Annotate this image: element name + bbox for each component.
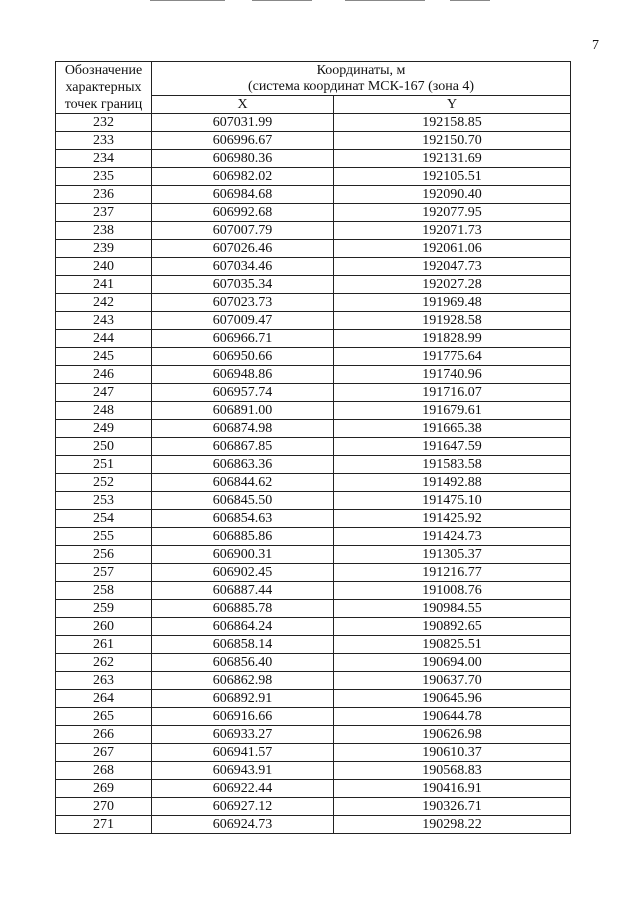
x-coordinate-cell: 606933.27 [152, 726, 334, 744]
point-cell: 262 [56, 654, 152, 672]
point-cell: 255 [56, 528, 152, 546]
y-coordinate-cell: 192150.70 [334, 132, 571, 150]
y-coordinate-cell: 191679.61 [334, 402, 571, 420]
point-cell: 261 [56, 636, 152, 654]
table-row [56, 258, 571, 276]
y-coordinate-cell: 190825.51 [334, 636, 571, 654]
y-coordinate-cell: 192158.85 [334, 114, 571, 132]
y-coordinate-cell: 192027.28 [334, 276, 571, 294]
table-row [56, 546, 571, 564]
point-cell: 250 [56, 438, 152, 456]
x-coordinate-cell: 606996.67 [152, 132, 334, 150]
x-coordinate-cell: 606902.45 [152, 564, 334, 582]
x-coordinate-cell: 606858.14 [152, 636, 334, 654]
y-coordinate-cell: 191008.76 [334, 582, 571, 600]
x-coordinate-cell: 606885.86 [152, 528, 334, 546]
x-coordinate-cell: 606984.68 [152, 186, 334, 204]
table-row [56, 402, 571, 420]
table-row [56, 654, 571, 672]
point-cell: 256 [56, 546, 152, 564]
y-coordinate-cell: 192090.40 [334, 186, 571, 204]
table-row [56, 636, 571, 654]
table-row [56, 582, 571, 600]
table-row [56, 222, 571, 240]
y-column-header: Y [334, 96, 571, 114]
y-coordinate-cell: 190644.78 [334, 708, 571, 726]
x-coordinate-cell: 606862.98 [152, 672, 334, 690]
table-row [56, 690, 571, 708]
top-rule-left [150, 0, 225, 1]
table-row [56, 330, 571, 348]
table-row [56, 816, 571, 834]
x-coordinate-cell: 606922.44 [152, 780, 334, 798]
x-coordinate-cell: 606950.66 [152, 348, 334, 366]
point-cell: 237 [56, 204, 152, 222]
table-row [56, 564, 571, 582]
y-coordinate-cell: 192077.95 [334, 204, 571, 222]
x-coordinate-cell: 606980.36 [152, 150, 334, 168]
point-cell: 240 [56, 258, 152, 276]
coordinates-table [55, 61, 571, 834]
x-coordinate-cell: 607034.46 [152, 258, 334, 276]
table-row [56, 510, 571, 528]
x-coordinate-cell: 607026.46 [152, 240, 334, 258]
x-coordinate-cell: 606916.66 [152, 708, 334, 726]
point-header-line-3: точек границ [64, 97, 143, 112]
point-cell: 249 [56, 420, 152, 438]
x-coordinate-cell: 606943.91 [152, 762, 334, 780]
x-coordinate-cell: 606892.91 [152, 690, 334, 708]
table-row [56, 492, 571, 510]
point-cell: 241 [56, 276, 152, 294]
point-cell: 236 [56, 186, 152, 204]
point-header-line-2: характерных [65, 80, 142, 95]
x-coordinate-cell: 606900.31 [152, 546, 334, 564]
table-row [56, 762, 571, 780]
point-cell: 245 [56, 348, 152, 366]
point-cell: 257 [56, 564, 152, 582]
x-coordinate-cell: 606867.85 [152, 438, 334, 456]
point-column-header [56, 62, 152, 114]
point-cell: 270 [56, 798, 152, 816]
x-coordinate-cell: 606874.98 [152, 420, 334, 438]
table-header [56, 62, 571, 114]
y-coordinate-cell: 190326.71 [334, 798, 571, 816]
point-header-line-1: Обозначение [64, 63, 143, 78]
table-row [56, 600, 571, 618]
top-rule-far-right [450, 0, 490, 1]
x-coordinate-cell: 607009.47 [152, 312, 334, 330]
y-coordinate-cell: 191828.99 [334, 330, 571, 348]
point-cell: 246 [56, 366, 152, 384]
table-row [56, 114, 571, 132]
y-coordinate-cell: 192131.69 [334, 150, 571, 168]
point-cell: 248 [56, 402, 152, 420]
point-cell: 269 [56, 780, 152, 798]
x-coordinate-cell: 606957.74 [152, 384, 334, 402]
table-row [56, 672, 571, 690]
table-row [56, 708, 571, 726]
table-row [56, 618, 571, 636]
table-row [56, 474, 571, 492]
x-coordinate-cell: 607023.73 [152, 294, 334, 312]
y-coordinate-cell: 190298.22 [334, 816, 571, 834]
coordinates-title: Координаты, м [316, 62, 406, 78]
table-row [56, 420, 571, 438]
y-coordinate-cell: 190568.83 [334, 762, 571, 780]
point-cell: 233 [56, 132, 152, 150]
y-coordinate-cell: 191583.58 [334, 456, 571, 474]
x-coordinate-cell: 606854.63 [152, 510, 334, 528]
y-coordinate-cell: 191425.92 [334, 510, 571, 528]
point-cell: 239 [56, 240, 152, 258]
y-coordinate-cell: 191305.37 [334, 546, 571, 564]
x-coordinate-cell: 607031.99 [152, 114, 334, 132]
point-cell: 267 [56, 744, 152, 762]
y-coordinate-cell: 190626.98 [334, 726, 571, 744]
y-coordinate-cell: 191475.10 [334, 492, 571, 510]
table-row [56, 744, 571, 762]
point-cell: 232 [56, 114, 152, 132]
x-coordinate-cell: 606885.78 [152, 600, 334, 618]
y-coordinate-cell: 190416.91 [334, 780, 571, 798]
point-cell: 260 [56, 618, 152, 636]
y-coordinate-cell: 191716.07 [334, 384, 571, 402]
x-coordinate-cell: 606966.71 [152, 330, 334, 348]
y-coordinate-cell: 191424.73 [334, 528, 571, 546]
top-rule-middle [252, 0, 312, 1]
table-row [56, 132, 571, 150]
x-column-header: X [152, 96, 334, 114]
point-cell: 264 [56, 690, 152, 708]
point-cell: 251 [56, 456, 152, 474]
coordinates-header [152, 62, 571, 96]
x-coordinate-cell: 606924.73 [152, 816, 334, 834]
table-row [56, 204, 571, 222]
point-cell: 244 [56, 330, 152, 348]
table-row [56, 384, 571, 402]
point-cell: 238 [56, 222, 152, 240]
x-coordinate-cell: 606948.86 [152, 366, 334, 384]
point-cell: 252 [56, 474, 152, 492]
table-row [56, 294, 571, 312]
point-cell: 259 [56, 600, 152, 618]
point-cell: 243 [56, 312, 152, 330]
point-cell: 263 [56, 672, 152, 690]
y-coordinate-cell: 191647.59 [334, 438, 571, 456]
point-cell: 268 [56, 762, 152, 780]
coordinates-system: (система координат МСК-167 (зона 4) [247, 78, 475, 94]
point-cell: 253 [56, 492, 152, 510]
point-cell: 234 [56, 150, 152, 168]
y-coordinate-cell: 192105.51 [334, 168, 571, 186]
top-rule-right [345, 0, 425, 1]
y-coordinate-cell: 191216.77 [334, 564, 571, 582]
table-row [56, 186, 571, 204]
point-cell: 235 [56, 168, 152, 186]
table-row [56, 276, 571, 294]
y-coordinate-cell: 191928.58 [334, 312, 571, 330]
y-coordinate-cell: 192071.73 [334, 222, 571, 240]
y-coordinate-cell: 191740.96 [334, 366, 571, 384]
point-cell: 265 [56, 708, 152, 726]
table-row [56, 780, 571, 798]
x-coordinate-cell: 607007.79 [152, 222, 334, 240]
y-coordinate-cell: 190610.37 [334, 744, 571, 762]
y-coordinate-cell: 191969.48 [334, 294, 571, 312]
x-coordinate-cell: 606891.00 [152, 402, 334, 420]
table-row [56, 348, 571, 366]
table-row [56, 312, 571, 330]
point-cell: 266 [56, 726, 152, 744]
x-coordinate-cell: 606927.12 [152, 798, 334, 816]
x-coordinate-cell: 606844.62 [152, 474, 334, 492]
table-row [56, 168, 571, 186]
y-coordinate-cell: 191492.88 [334, 474, 571, 492]
x-coordinate-cell: 606856.40 [152, 654, 334, 672]
table-row [56, 150, 571, 168]
x-coordinate-cell: 606941.57 [152, 744, 334, 762]
table-row [56, 726, 571, 744]
x-coordinate-cell: 607035.34 [152, 276, 334, 294]
table-body [56, 114, 571, 834]
y-coordinate-cell: 190645.96 [334, 690, 571, 708]
y-coordinate-cell: 191665.38 [334, 420, 571, 438]
table-row [56, 528, 571, 546]
y-coordinate-cell: 192061.06 [334, 240, 571, 258]
y-coordinate-cell: 191775.64 [334, 348, 571, 366]
table-row [56, 798, 571, 816]
point-cell: 254 [56, 510, 152, 528]
table-row [56, 240, 571, 258]
point-cell: 258 [56, 582, 152, 600]
y-coordinate-cell: 190892.65 [334, 618, 571, 636]
point-cell: 271 [56, 816, 152, 834]
table-row [56, 366, 571, 384]
point-cell: 242 [56, 294, 152, 312]
y-coordinate-cell: 190637.70 [334, 672, 571, 690]
x-coordinate-cell: 606982.02 [152, 168, 334, 186]
page-number: 7 [592, 38, 599, 53]
x-coordinate-cell: 606887.44 [152, 582, 334, 600]
y-coordinate-cell: 192047.73 [334, 258, 571, 276]
x-coordinate-cell: 606863.36 [152, 456, 334, 474]
point-cell: 247 [56, 384, 152, 402]
x-coordinate-cell: 606845.50 [152, 492, 334, 510]
x-coordinate-cell: 606992.68 [152, 204, 334, 222]
x-coordinate-cell: 606864.24 [152, 618, 334, 636]
y-coordinate-cell: 190694.00 [334, 654, 571, 672]
y-coordinate-cell: 190984.55 [334, 600, 571, 618]
table-row [56, 438, 571, 456]
table-row [56, 456, 571, 474]
